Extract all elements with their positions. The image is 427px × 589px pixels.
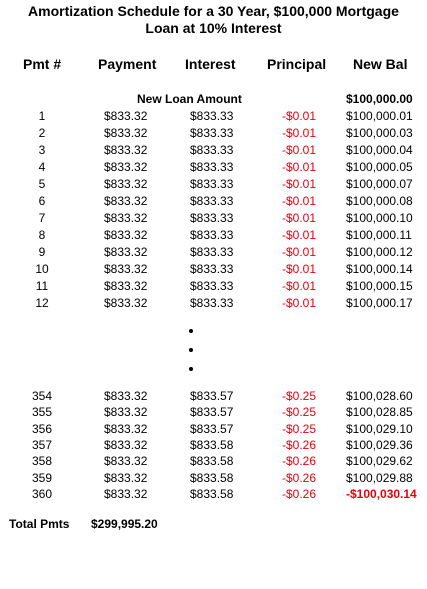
- total-label: Total Pmts: [9, 517, 70, 531]
- row-principal: -$0.01: [281, 109, 316, 123]
- row-balance: $100,029.10: [346, 421, 413, 436]
- row-principal: -$0.01: [281, 194, 316, 208]
- row-payment: $833.32: [104, 194, 148, 208]
- row-number: 10: [35, 262, 49, 276]
- header-interest: Interest: [185, 56, 236, 72]
- row-principal: -$0.01: [281, 160, 316, 174]
- title-line-2: Loan at 10% Interest: [145, 20, 282, 36]
- row-principal: -$0.01: [281, 245, 316, 259]
- row-principal: -$0.01: [281, 211, 316, 225]
- row-payment: $833.32: [104, 211, 148, 225]
- row-payment: $833.32: [104, 279, 148, 293]
- row-number: 5: [38, 177, 46, 191]
- new-loan-label: New Loan Amount: [137, 92, 242, 106]
- row-principal: -$0.01: [281, 279, 316, 293]
- row-balance: $100,029.36: [346, 437, 413, 452]
- row-number: 357: [31, 437, 53, 452]
- row-number: 11: [35, 279, 49, 293]
- row-payment: $833.32: [104, 421, 148, 436]
- row-payment: $833.32: [104, 228, 148, 242]
- row-balance: -$100,030.14: [346, 486, 417, 501]
- row-number: 356: [31, 421, 53, 436]
- row-number: 8: [38, 228, 46, 242]
- row-balance: $100,000.01: [346, 109, 413, 123]
- ellipsis-dot: [189, 329, 193, 333]
- row-balance: $100,000.11: [346, 228, 412, 242]
- row-interest: $833.33: [190, 109, 234, 123]
- ellipsis-dot: [189, 348, 193, 352]
- row-principal: -$0.01: [281, 177, 316, 191]
- header-principal: Principal: [267, 56, 327, 72]
- row-interest: $833.57: [190, 405, 234, 420]
- row-principal: -$0.01: [281, 262, 316, 276]
- row-number: 2: [38, 126, 46, 140]
- row-number: 9: [38, 245, 46, 259]
- row-interest: $833.33: [190, 279, 234, 293]
- row-payment: $833.32: [104, 126, 148, 140]
- new-loan-balance: $100,000.00: [346, 92, 413, 106]
- row-principal: -$0.01: [281, 228, 316, 242]
- row-payment: $833.32: [104, 454, 148, 469]
- row-number: 354: [31, 389, 53, 403]
- row-interest: $833.33: [190, 126, 234, 140]
- row-payment: $833.32: [104, 405, 148, 420]
- row-number: 1: [38, 109, 46, 123]
- row-principal: -$0.26: [281, 470, 316, 485]
- total-value: $299,995.20: [91, 517, 158, 531]
- row-number: 360: [31, 486, 53, 501]
- row-principal: -$0.26: [281, 437, 316, 452]
- row-payment: $833.32: [104, 486, 148, 501]
- row-number: 4: [38, 160, 46, 174]
- row-interest: $833.33: [190, 211, 234, 225]
- row-balance: $100,000.10: [346, 211, 413, 225]
- row-interest: $833.33: [190, 296, 234, 310]
- row-balance: $100,028.60: [346, 389, 413, 403]
- row-number: 6: [38, 194, 46, 208]
- row-payment: $833.32: [104, 437, 148, 452]
- row-principal: -$0.25: [281, 389, 316, 403]
- row-payment: $833.32: [104, 177, 148, 191]
- row-interest: $833.33: [190, 160, 234, 174]
- row-principal: -$0.26: [281, 486, 316, 501]
- row-balance: $100,000.15: [346, 279, 413, 293]
- row-interest: $833.33: [190, 177, 234, 191]
- row-payment: $833.32: [104, 296, 148, 310]
- row-balance: $100,029.62: [346, 454, 413, 469]
- row-number: 358: [31, 454, 53, 469]
- row-interest: $833.33: [190, 245, 234, 259]
- row-balance: $100,000.05: [346, 160, 413, 174]
- row-interest: $833.58: [190, 486, 234, 501]
- row-principal: -$0.25: [281, 405, 316, 420]
- row-payment: $833.32: [104, 109, 148, 123]
- row-interest: $833.33: [190, 143, 234, 157]
- row-balance: $100,028.85: [346, 405, 413, 420]
- row-principal: -$0.01: [281, 296, 316, 310]
- row-balance: $100,000.17: [346, 296, 413, 310]
- row-number: 359: [31, 470, 53, 485]
- header-new-bal: New Bal: [353, 56, 408, 72]
- row-interest: $833.58: [190, 437, 234, 452]
- row-payment: $833.32: [104, 262, 148, 276]
- row-balance: $100,000.03: [346, 126, 413, 140]
- row-balance: $100,000.14: [346, 262, 413, 276]
- row-balance: $100,000.08: [346, 194, 413, 208]
- row-balance: $100,000.12: [346, 245, 413, 259]
- row-balance: $100,000.07: [346, 177, 413, 191]
- row-interest: $833.57: [190, 421, 234, 436]
- row-payment: $833.32: [104, 143, 148, 157]
- page-title: [0, 3, 427, 37]
- row-principal: -$0.01: [281, 126, 316, 140]
- row-balance: $100,029.88: [346, 470, 413, 485]
- ellipsis-dot: [189, 367, 193, 371]
- row-interest: $833.33: [190, 228, 234, 242]
- row-payment: $833.32: [104, 389, 148, 403]
- row-balance: $100,000.04: [346, 143, 413, 157]
- row-number: 355: [31, 405, 53, 420]
- row-interest: $833.33: [190, 262, 234, 276]
- header-payment: Payment: [98, 56, 157, 72]
- row-interest: $833.58: [190, 454, 234, 469]
- row-number: 7: [38, 211, 46, 225]
- row-payment: $833.32: [104, 160, 148, 174]
- row-number: 12: [35, 296, 49, 310]
- header-pmt: Pmt #: [23, 56, 62, 72]
- row-principal: -$0.26: [281, 454, 316, 469]
- title-line-1: Amortization Schedule for a 30 Year, $100,000 Mortgage: [28, 3, 399, 19]
- row-number: 3: [38, 143, 46, 157]
- row-interest: $833.58: [190, 470, 234, 485]
- row-payment: $833.32: [104, 470, 148, 485]
- row-principal: -$0.25: [281, 421, 316, 436]
- row-payment: $833.32: [104, 245, 148, 259]
- row-interest: $833.57: [190, 389, 234, 403]
- row-principal: -$0.01: [281, 143, 316, 157]
- row-interest: $833.33: [190, 194, 234, 208]
